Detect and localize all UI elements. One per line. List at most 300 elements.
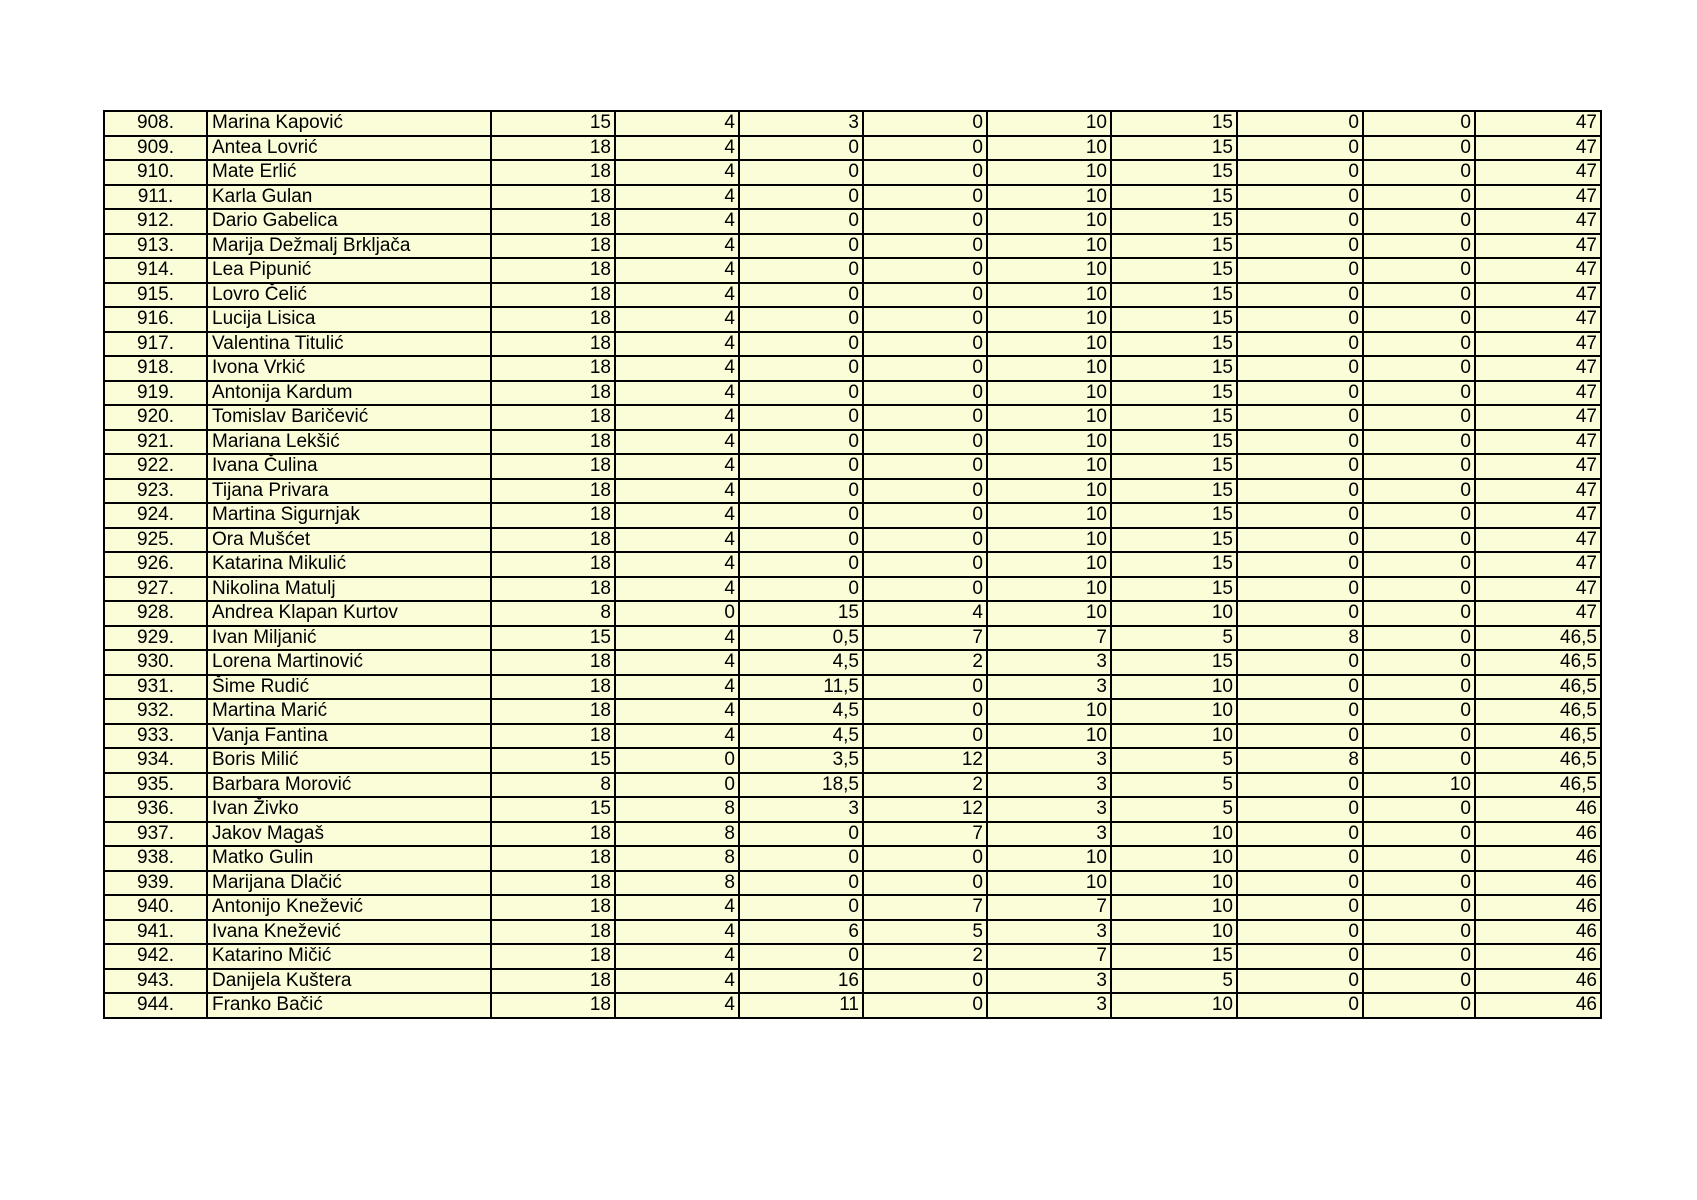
name-cell: Antonijo Knežević [207, 895, 491, 920]
score-cell: 0 [1363, 234, 1475, 259]
name-cell: Vanja Fantina [207, 724, 491, 749]
name-cell: Katarina Mikulić [207, 552, 491, 577]
score-cell: 0 [1363, 332, 1475, 357]
score-cell: 10 [987, 332, 1111, 357]
score-cell: 0 [739, 356, 863, 381]
score-cell: 4,5 [739, 699, 863, 724]
total-cell: 46 [1475, 822, 1601, 847]
rank-cell: 927. [104, 577, 207, 602]
name-cell: Nikolina Matulj [207, 577, 491, 602]
score-cell: 0 [1237, 503, 1363, 528]
score-cell: 8 [615, 871, 739, 896]
total-cell: 47 [1475, 479, 1601, 504]
total-cell: 47 [1475, 552, 1601, 577]
score-cell: 18 [491, 846, 615, 871]
score-cell: 0 [1237, 528, 1363, 553]
rank-cell: 934. [104, 748, 207, 773]
name-cell: Danijela Kuštera [207, 969, 491, 994]
rank-cell: 937. [104, 822, 207, 847]
score-cell: 0 [1237, 895, 1363, 920]
score-cell: 4 [615, 944, 739, 969]
total-cell: 46,5 [1475, 724, 1601, 749]
score-cell: 4 [615, 993, 739, 1018]
total-cell: 47 [1475, 111, 1601, 136]
score-cell: 0 [739, 454, 863, 479]
table-row [104, 773, 1601, 798]
table-row [104, 307, 1601, 332]
score-cell: 0 [1237, 822, 1363, 847]
score-cell: 4 [615, 185, 739, 210]
score-cell: 0 [1363, 258, 1475, 283]
score-cell: 4 [615, 136, 739, 161]
table-row [104, 332, 1601, 357]
score-cell: 11,5 [739, 675, 863, 700]
name-cell: Karla Gulan [207, 185, 491, 210]
rank-cell: 932. [104, 699, 207, 724]
score-cell: 0 [863, 185, 987, 210]
score-cell: 0 [1363, 356, 1475, 381]
score-cell: 0 [1363, 209, 1475, 234]
score-cell: 5 [1111, 748, 1237, 773]
table-row [104, 454, 1601, 479]
score-cell: 4 [615, 258, 739, 283]
score-cell: 3 [987, 797, 1111, 822]
table-row [104, 405, 1601, 430]
total-cell: 47 [1475, 577, 1601, 602]
rank-cell: 935. [104, 773, 207, 798]
score-cell: 10 [1111, 822, 1237, 847]
table-row [104, 209, 1601, 234]
score-cell: 10 [987, 283, 1111, 308]
score-cell: 15 [1111, 136, 1237, 161]
score-cell: 7 [987, 626, 1111, 651]
score-cell: 0 [863, 552, 987, 577]
score-cell: 8 [1237, 626, 1363, 651]
score-cell: 0 [863, 577, 987, 602]
score-cell: 0 [1363, 405, 1475, 430]
name-cell: Barbara Morović [207, 773, 491, 798]
score-cell: 0 [1363, 430, 1475, 455]
score-cell: 4 [615, 283, 739, 308]
score-cell: 0 [1237, 724, 1363, 749]
score-cell: 18 [491, 332, 615, 357]
score-cell: 0 [1237, 846, 1363, 871]
total-cell: 46 [1475, 993, 1601, 1018]
score-cell: 0 [1363, 797, 1475, 822]
score-cell: 6 [739, 920, 863, 945]
score-cell: 10 [987, 724, 1111, 749]
score-cell: 10 [1111, 724, 1237, 749]
score-cell: 0 [1237, 577, 1363, 602]
score-cell: 0 [863, 258, 987, 283]
score-cell: 18 [491, 381, 615, 406]
score-cell: 18 [491, 283, 615, 308]
score-cell: 0 [1363, 185, 1475, 210]
score-cell: 4 [615, 479, 739, 504]
table-row [104, 136, 1601, 161]
table-row [104, 528, 1601, 553]
score-cell: 10 [987, 871, 1111, 896]
rank-cell: 915. [104, 283, 207, 308]
score-cell: 10 [1111, 920, 1237, 945]
rank-cell: 920. [104, 405, 207, 430]
score-cell: 0,5 [739, 626, 863, 651]
score-cell: 11 [739, 993, 863, 1018]
score-cell: 0 [739, 503, 863, 528]
total-cell: 47 [1475, 332, 1601, 357]
score-cell: 15 [1111, 160, 1237, 185]
name-cell: Šime Rudić [207, 675, 491, 700]
rank-cell: 924. [104, 503, 207, 528]
score-cell: 7 [863, 626, 987, 651]
name-cell: Marina Kapović [207, 111, 491, 136]
score-cell: 18 [491, 356, 615, 381]
score-cell: 18 [491, 185, 615, 210]
score-cell: 7 [987, 895, 1111, 920]
total-cell: 46 [1475, 969, 1601, 994]
table-row [104, 944, 1601, 969]
score-cell: 0 [1363, 822, 1475, 847]
score-cell: 18 [491, 895, 615, 920]
rank-cell: 910. [104, 160, 207, 185]
score-cell: 0 [1363, 577, 1475, 602]
name-cell: Tijana Privara [207, 479, 491, 504]
score-cell: 3 [987, 675, 1111, 700]
score-cell: 0 [1237, 381, 1363, 406]
score-cell: 0 [739, 944, 863, 969]
score-cell: 0 [1237, 920, 1363, 945]
score-cell: 4 [615, 234, 739, 259]
score-cell: 15 [1111, 185, 1237, 210]
score-cell: 0 [863, 454, 987, 479]
score-cell: 0 [1363, 528, 1475, 553]
score-cell: 7 [863, 822, 987, 847]
score-cell: 7 [987, 944, 1111, 969]
score-cell: 18 [491, 699, 615, 724]
total-cell: 46,5 [1475, 650, 1601, 675]
score-cell: 0 [863, 699, 987, 724]
total-cell: 47 [1475, 601, 1601, 626]
table-row [104, 356, 1601, 381]
score-cell: 15 [491, 748, 615, 773]
score-cell: 10 [987, 552, 1111, 577]
score-cell: 0 [1363, 160, 1475, 185]
total-cell: 47 [1475, 454, 1601, 479]
score-cell: 15 [1111, 503, 1237, 528]
score-cell: 8 [1237, 748, 1363, 773]
score-cell: 15 [1111, 332, 1237, 357]
score-cell: 0 [1363, 601, 1475, 626]
score-cell: 0 [1237, 283, 1363, 308]
table-row [104, 258, 1601, 283]
score-cell: 4 [615, 895, 739, 920]
score-cell: 0 [1363, 969, 1475, 994]
rank-cell: 930. [104, 650, 207, 675]
score-cell: 10 [987, 479, 1111, 504]
total-cell: 47 [1475, 503, 1601, 528]
score-cell: 18 [491, 944, 615, 969]
score-cell: 7 [863, 895, 987, 920]
score-cell: 0 [615, 601, 739, 626]
score-cell: 18 [491, 871, 615, 896]
score-cell: 15 [1111, 454, 1237, 479]
score-cell: 0 [739, 234, 863, 259]
score-cell: 15 [1111, 283, 1237, 308]
score-cell: 0 [1237, 601, 1363, 626]
table-row [104, 185, 1601, 210]
rank-cell: 921. [104, 430, 207, 455]
score-cell: 0 [863, 234, 987, 259]
score-cell: 12 [863, 748, 987, 773]
score-cell: 0 [739, 528, 863, 553]
score-cell: 4 [615, 675, 739, 700]
score-cell: 3 [987, 773, 1111, 798]
total-cell: 47 [1475, 136, 1601, 161]
name-cell: Marija Dežmalj Brkljača [207, 234, 491, 259]
score-cell: 10 [1111, 895, 1237, 920]
total-cell: 47 [1475, 185, 1601, 210]
score-cell: 15 [1111, 307, 1237, 332]
score-cell: 8 [615, 822, 739, 847]
score-cell: 0 [1237, 356, 1363, 381]
score-cell: 15 [1111, 111, 1237, 136]
rank-cell: 944. [104, 993, 207, 1018]
score-cell: 3 [987, 650, 1111, 675]
score-cell: 18 [491, 552, 615, 577]
score-cell: 0 [863, 332, 987, 357]
score-cell: 4 [615, 503, 739, 528]
rank-cell: 931. [104, 675, 207, 700]
score-cell: 4 [615, 111, 739, 136]
score-cell: 0 [1363, 111, 1475, 136]
score-cell: 0 [1237, 479, 1363, 504]
score-cell: 10 [987, 454, 1111, 479]
score-cell: 0 [863, 675, 987, 700]
score-cell: 0 [863, 503, 987, 528]
score-cell: 0 [739, 381, 863, 406]
total-cell: 46 [1475, 895, 1601, 920]
score-cell: 10 [987, 234, 1111, 259]
score-cell: 4,5 [739, 724, 863, 749]
score-cell: 4 [615, 650, 739, 675]
score-cell: 10 [987, 111, 1111, 136]
name-cell: Ora Mušćet [207, 528, 491, 553]
table-row [104, 601, 1601, 626]
score-cell: 18 [491, 160, 615, 185]
score-cell: 15 [1111, 430, 1237, 455]
score-cell: 10 [987, 160, 1111, 185]
score-cell: 0 [739, 332, 863, 357]
score-cell: 15 [1111, 650, 1237, 675]
score-cell: 0 [1237, 552, 1363, 577]
score-cell: 0 [1237, 969, 1363, 994]
score-cell: 4 [615, 332, 739, 357]
table-row [104, 969, 1601, 994]
score-cell: 0 [739, 283, 863, 308]
score-cell: 18 [491, 503, 615, 528]
total-cell: 47 [1475, 356, 1601, 381]
score-cell: 18 [491, 209, 615, 234]
results-table [103, 110, 1602, 1019]
rank-cell: 939. [104, 871, 207, 896]
score-cell: 0 [739, 895, 863, 920]
score-cell: 8 [615, 846, 739, 871]
score-cell: 0 [739, 430, 863, 455]
total-cell: 46,5 [1475, 699, 1601, 724]
total-cell: 47 [1475, 283, 1601, 308]
score-cell: 15 [1111, 552, 1237, 577]
score-cell: 10 [1363, 773, 1475, 798]
score-cell: 10 [987, 601, 1111, 626]
table-row [104, 822, 1601, 847]
score-cell: 18 [491, 650, 615, 675]
score-cell: 5 [1111, 969, 1237, 994]
score-cell: 16 [739, 969, 863, 994]
rank-cell: 922. [104, 454, 207, 479]
score-cell: 0 [1363, 381, 1475, 406]
score-cell: 0 [615, 773, 739, 798]
table-row [104, 381, 1601, 406]
score-cell: 0 [1237, 675, 1363, 700]
name-cell: Ivana Čulina [207, 454, 491, 479]
score-cell: 4 [863, 601, 987, 626]
score-cell: 18 [491, 993, 615, 1018]
score-cell: 10 [987, 528, 1111, 553]
score-cell: 0 [739, 822, 863, 847]
rank-cell: 933. [104, 724, 207, 749]
score-cell: 18 [491, 479, 615, 504]
score-cell: 4 [615, 626, 739, 651]
score-cell: 2 [863, 650, 987, 675]
score-cell: 10 [987, 503, 1111, 528]
table-row [104, 699, 1601, 724]
rank-cell: 909. [104, 136, 207, 161]
score-cell: 0 [863, 871, 987, 896]
total-cell: 47 [1475, 234, 1601, 259]
name-cell: Matko Gulin [207, 846, 491, 871]
rank-cell: 914. [104, 258, 207, 283]
score-cell: 0 [1363, 454, 1475, 479]
score-cell: 10 [987, 430, 1111, 455]
total-cell: 47 [1475, 258, 1601, 283]
name-cell: Mate Erlić [207, 160, 491, 185]
total-cell: 47 [1475, 381, 1601, 406]
score-cell: 0 [1237, 405, 1363, 430]
total-cell: 46,5 [1475, 748, 1601, 773]
score-cell: 18 [491, 969, 615, 994]
score-cell: 0 [739, 209, 863, 234]
score-cell: 2 [863, 773, 987, 798]
score-cell: 0 [863, 381, 987, 406]
score-cell: 18 [491, 920, 615, 945]
table-row [104, 895, 1601, 920]
score-cell: 10 [987, 381, 1111, 406]
score-cell: 10 [1111, 871, 1237, 896]
score-cell: 10 [987, 699, 1111, 724]
score-cell: 0 [739, 577, 863, 602]
score-cell: 0 [1237, 209, 1363, 234]
score-cell: 0 [863, 479, 987, 504]
score-cell: 15 [1111, 381, 1237, 406]
score-cell: 3 [987, 748, 1111, 773]
score-cell: 12 [863, 797, 987, 822]
table-row [104, 846, 1601, 871]
score-cell: 0 [739, 552, 863, 577]
score-cell: 0 [1237, 773, 1363, 798]
total-cell: 47 [1475, 209, 1601, 234]
table-row [104, 871, 1601, 896]
score-cell: 4 [615, 528, 739, 553]
total-cell: 47 [1475, 307, 1601, 332]
score-cell: 15 [1111, 209, 1237, 234]
rank-cell: 941. [104, 920, 207, 945]
name-cell: Boris Milić [207, 748, 491, 773]
rank-cell: 936. [104, 797, 207, 822]
name-cell: Antonija Kardum [207, 381, 491, 406]
score-cell: 0 [739, 479, 863, 504]
score-cell: 0 [1237, 185, 1363, 210]
score-cell: 4 [615, 160, 739, 185]
table-row [104, 920, 1601, 945]
name-cell: Ivona Vrkić [207, 356, 491, 381]
rank-cell: 917. [104, 332, 207, 357]
name-cell: Antea Lovrić [207, 136, 491, 161]
score-cell: 0 [1363, 846, 1475, 871]
score-cell: 0 [863, 111, 987, 136]
score-cell: 0 [739, 307, 863, 332]
score-cell: 0 [863, 209, 987, 234]
score-cell: 0 [739, 846, 863, 871]
total-cell: 47 [1475, 430, 1601, 455]
rank-cell: 918. [104, 356, 207, 381]
score-cell: 18 [491, 454, 615, 479]
name-cell: Lea Pipunić [207, 258, 491, 283]
name-cell: Franko Bačić [207, 993, 491, 1018]
score-cell: 4 [615, 724, 739, 749]
name-cell: Tomislav Baričević [207, 405, 491, 430]
score-cell: 3 [739, 111, 863, 136]
score-cell: 0 [863, 993, 987, 1018]
score-cell: 18 [491, 528, 615, 553]
name-cell: Katarino Mičić [207, 944, 491, 969]
rank-cell: 913. [104, 234, 207, 259]
score-cell: 10 [987, 846, 1111, 871]
score-cell: 5 [1111, 797, 1237, 822]
score-cell: 10 [987, 307, 1111, 332]
score-cell: 0 [1237, 332, 1363, 357]
score-cell: 8 [491, 601, 615, 626]
score-cell: 4 [615, 405, 739, 430]
score-cell: 10 [987, 405, 1111, 430]
table-row [104, 552, 1601, 577]
score-cell: 15 [491, 626, 615, 651]
name-cell: Dario Gabelica [207, 209, 491, 234]
table-row [104, 650, 1601, 675]
score-cell: 0 [863, 724, 987, 749]
table-row [104, 675, 1601, 700]
score-cell: 0 [739, 185, 863, 210]
total-cell: 46,5 [1475, 675, 1601, 700]
score-cell: 15 [739, 601, 863, 626]
total-cell: 46 [1475, 871, 1601, 896]
score-cell: 0 [1363, 920, 1475, 945]
score-cell: 15 [1111, 528, 1237, 553]
score-cell: 15 [1111, 356, 1237, 381]
score-cell: 10 [1111, 993, 1237, 1018]
table-row [104, 797, 1601, 822]
name-cell: Andrea Klapan Kurtov [207, 601, 491, 626]
total-cell: 46,5 [1475, 626, 1601, 651]
